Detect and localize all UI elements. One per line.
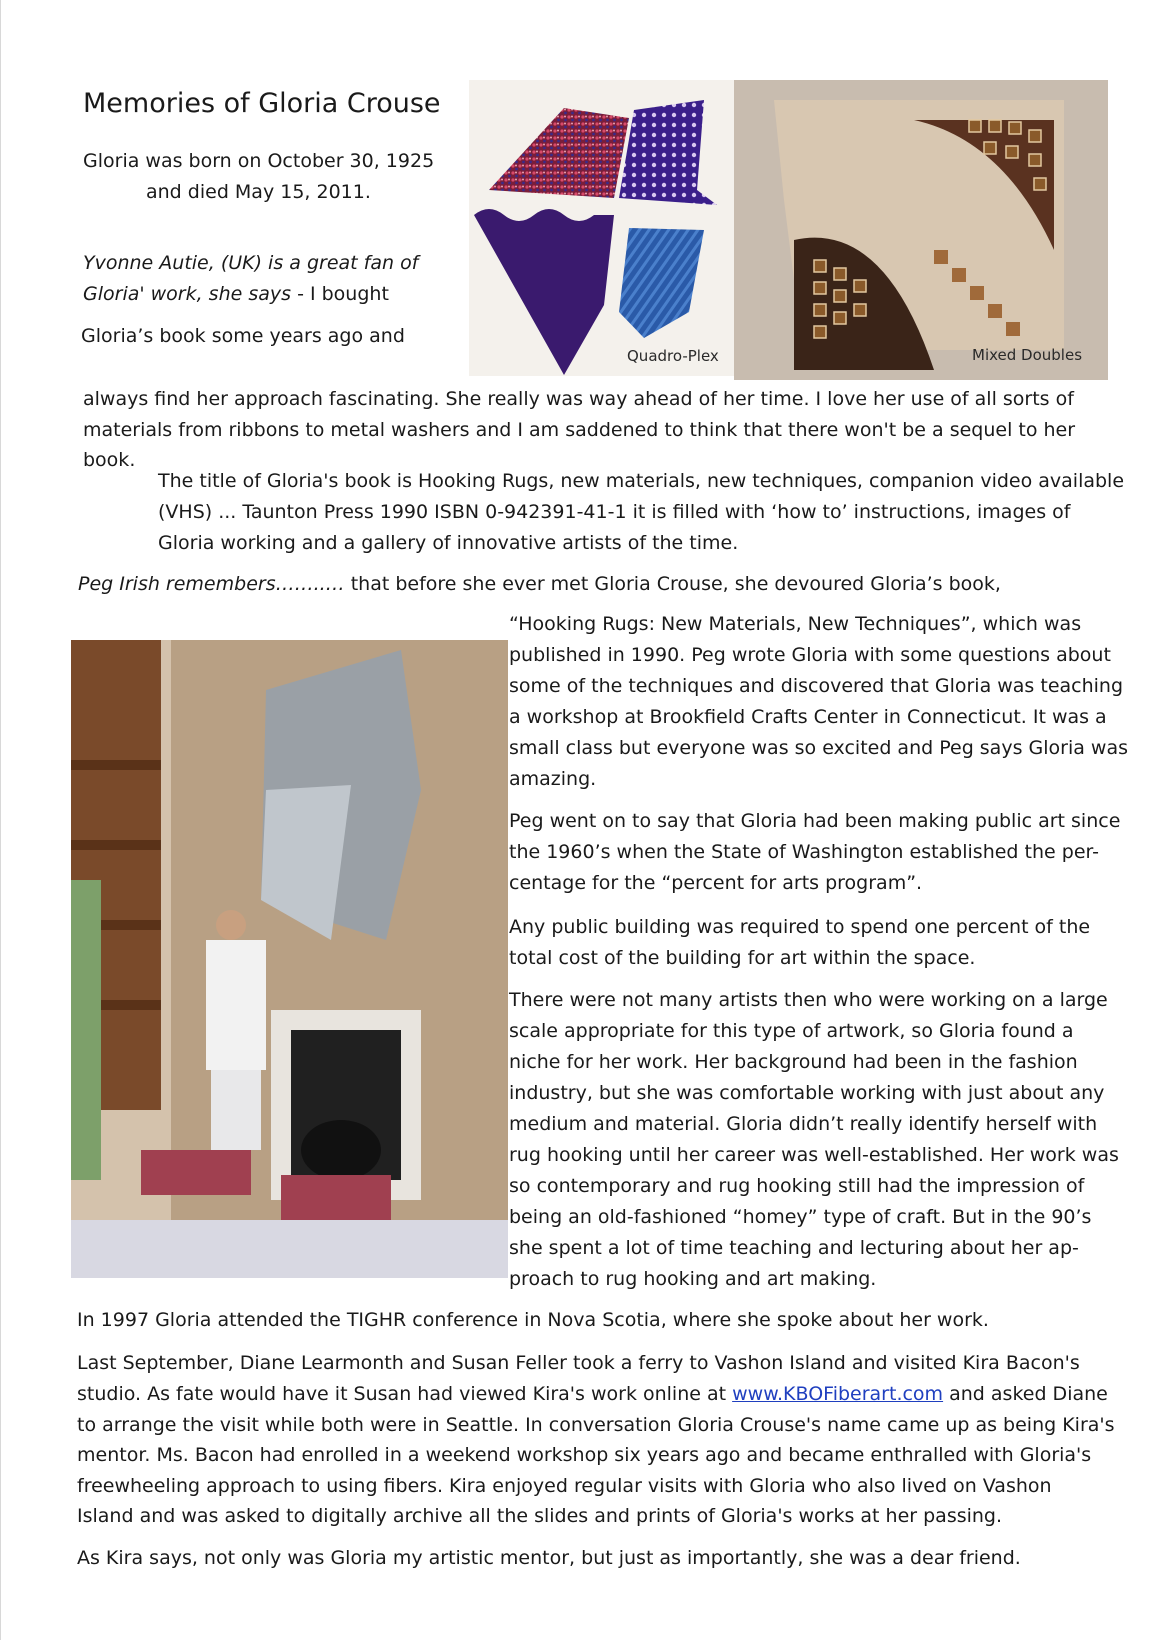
tighr-line: In 1997 Gloria attended the TIGHR conference in Nova Scotia, where she spoke about her work. [77, 1309, 989, 1331]
quadroplex-image [469, 80, 735, 376]
peg-p4-line: There were not many artists then who were working on a large [509, 989, 1108, 1011]
peg-lead-italic: Peg Irish remembers……..… [78, 573, 345, 595]
quadroplex-purple-piece [474, 209, 614, 375]
gloria-fireplace-photo [71, 640, 508, 1278]
yvonne-intro-line2 [83, 279, 389, 310]
page-title: Memories of Gloria Crouse [83, 88, 441, 119]
quadroplex-red-piece [489, 108, 629, 198]
kira-line5: freewheeling approach to using fibers. Kira enjoyed regular visits with Gloria who also lived on Vashon [77, 1475, 1052, 1497]
peg-lead-rest: that before she ever met Gloria Crouse, she devoured Gloria’s book, [344, 573, 1001, 595]
stool-right [281, 1175, 391, 1220]
peg-p4-line: being an old-fashioned “homey” type of craft. But in the 90’s [509, 1206, 1092, 1228]
kira-line3: to arrange the visit while both were in Seattle. In conversation Gloria Crouse's name came up as being Kira's [77, 1414, 1115, 1436]
book-line3: Gloria working and a gallery of innovative artists of the time. [158, 532, 739, 554]
kira-line6: Island and was asked to digitally archive all the slides and prints of Gloria's works at her passing. [77, 1505, 1003, 1527]
book-line1: The title of Gloria's book is Hooking Rugs, new materials, new techniques, companion video available [158, 470, 1125, 492]
kira-line1: Last September, Diane Learmonth and Susan Feller took a ferry to Vashon Island and visited Kira Bacon's [77, 1352, 1080, 1374]
peg-p1-line: amazing. [509, 768, 597, 790]
peg-p1-line: a workshop at Brookfield Crafts Center in Connecticut. It was a [509, 706, 1107, 728]
peg-p1-line: small class but everyone was so excited and Peg says Gloria was [509, 737, 1128, 759]
peg-p2-line: Peg went on to say that Gloria had been making public art since [509, 810, 1121, 832]
peg-p4-line: rug hooking until her career was well-established. Her work was [509, 1144, 1119, 1166]
peg-p4-line: industry, but she was comfortable working with just about any [509, 1082, 1105, 1104]
yvonne-line6: book. [83, 449, 136, 471]
book-line2: (VHS) ... Taunton Press 1990 ISBN 0-942391-41-1 it is filled with ‘how to’ instructions, images of [158, 501, 1071, 523]
kira-line2 [77, 1379, 1108, 1410]
peg-p4-line: proach to rug hooking and art making. [509, 1268, 877, 1290]
peg-p4-line: scale appropriate for this type of artwork, so Gloria found a [509, 1020, 1074, 1042]
mixed-doubles-caption: Mixed Doubles [972, 346, 1083, 364]
peg-p2 [509, 806, 1120, 899]
kira-line2-post: and asked Diane [943, 1383, 1108, 1405]
closing-line: As Kira says, not only was Gloria my artistic mentor, but just as importantly, she was a dear friend. [77, 1547, 1021, 1569]
peg-p1 [509, 609, 1128, 795]
mixed-doubles-image [734, 80, 1108, 380]
peg-p4-line: niche for her work. Her background had been in the fashion [509, 1051, 1078, 1073]
yvonne-intro-italic: Gloria' work, she says [83, 283, 292, 305]
fireplace-scene [71, 640, 508, 1278]
peg-p1-line: published in 1990. Peg wrote Gloria with some questions about [509, 644, 1111, 666]
kira-line4: mentor. Ms. Bacon had enrolled in a weekend workshop six years ago and became enthralled with Gloria's [77, 1444, 1092, 1466]
peg-p4-line: she spent a lot of time teaching and lecturing about her ap- [509, 1237, 1079, 1259]
yvonne-line4: always find her approach fascinating. She really was way ahead of her time. I love her use of all sorts of [83, 388, 1074, 410]
stool-left [141, 1150, 251, 1195]
kbofiberart-link[interactable]: www.KBOFiberart.com [732, 1383, 944, 1405]
peg-p2-line: centage for the “percent for arts program”. [509, 872, 923, 894]
gloria-figure [206, 940, 266, 1070]
yvonne-intro-line1: Yvonne Autie, (UK) is a great fan of [83, 252, 419, 274]
peg-p4-line: medium and material. Gloria didn’t really identify herself with [509, 1113, 1098, 1135]
peg-lead [78, 569, 1001, 600]
peg-p1-line: “Hooking Rugs: New Materials, New Techniques”, which was [509, 613, 1082, 635]
quadroplex-artwork [469, 80, 735, 376]
yvonne-line5: materials from ribbons to metal washers and I am saddened to think that there won't be a sequel to her [83, 419, 1076, 441]
quadroplex-blue-piece [619, 228, 704, 338]
quadroplex-dotted-piece [619, 100, 717, 205]
peg-p1-line: some of the techniques and discovered that Gloria was teaching [509, 675, 1124, 697]
yvonne-intro-rest: - I bought [291, 283, 389, 305]
birth-line: Gloria was born on October 30, 1925 [83, 150, 435, 172]
death-line: and died May 15, 2011. [146, 181, 371, 203]
peg-p4-line: so contemporary and rug hooking still had the impression of [509, 1175, 1085, 1197]
peg-p4 [509, 985, 1119, 1295]
quadroplex-caption: Quadro-Plex [627, 347, 719, 365]
peg-p2-line: the 1960’s when the State of Washington established the per- [509, 841, 1099, 863]
peg-p3 [509, 912, 1090, 974]
window [71, 880, 101, 1180]
peg-p3-line: total cost of the building for art within the space. [509, 947, 976, 969]
yvonne-line3: Gloria’s book some years ago and [81, 325, 405, 347]
peg-p3-line: Any public building was required to spend one percent of the [509, 916, 1091, 938]
kira-line2-pre: studio. As fate would have it Susan had viewed Kira's work online at [77, 1383, 733, 1405]
mixed-doubles-artwork [734, 80, 1108, 380]
